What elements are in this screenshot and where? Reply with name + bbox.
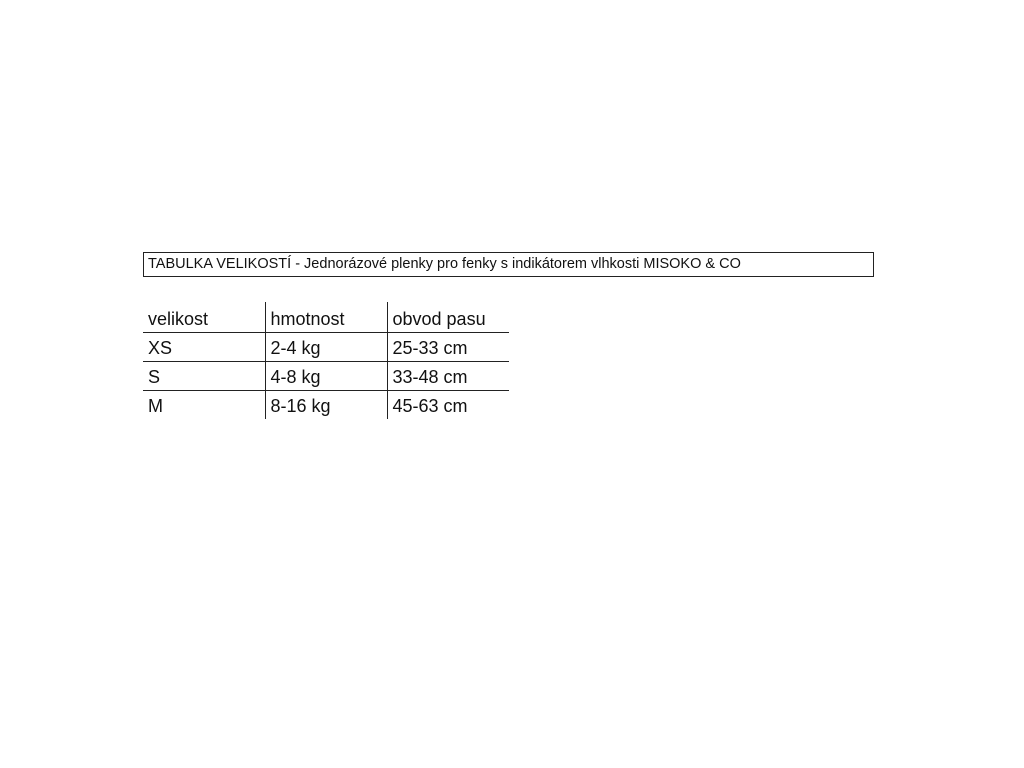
size-table [143,302,509,419]
size-chart-title: TABULKA VELIKOSTÍ - Jednorázové plenky pro fenky s indikátorem vlhkosti MISOKO & CO [143,252,874,277]
cell-weight: 2-4 kg [265,332,387,361]
table-row [143,390,509,419]
cell-weight: 8-16 kg [265,390,387,419]
cell-waist: 33-48 cm [387,361,509,390]
header-waist: obvod pasu [387,302,509,332]
table-row [143,332,509,361]
cell-size: XS [143,332,265,361]
table-row [143,361,509,390]
cell-waist: 25-33 cm [387,332,509,361]
header-weight: hmotnost [265,302,387,332]
cell-size: M [148,396,163,416]
cell-waist: 45-63 cm [387,390,509,419]
cell-size: S [143,361,265,390]
cell-weight: 4-8 kg [265,361,387,390]
header-size: velikost [143,302,265,332]
table-header-row [143,302,509,332]
